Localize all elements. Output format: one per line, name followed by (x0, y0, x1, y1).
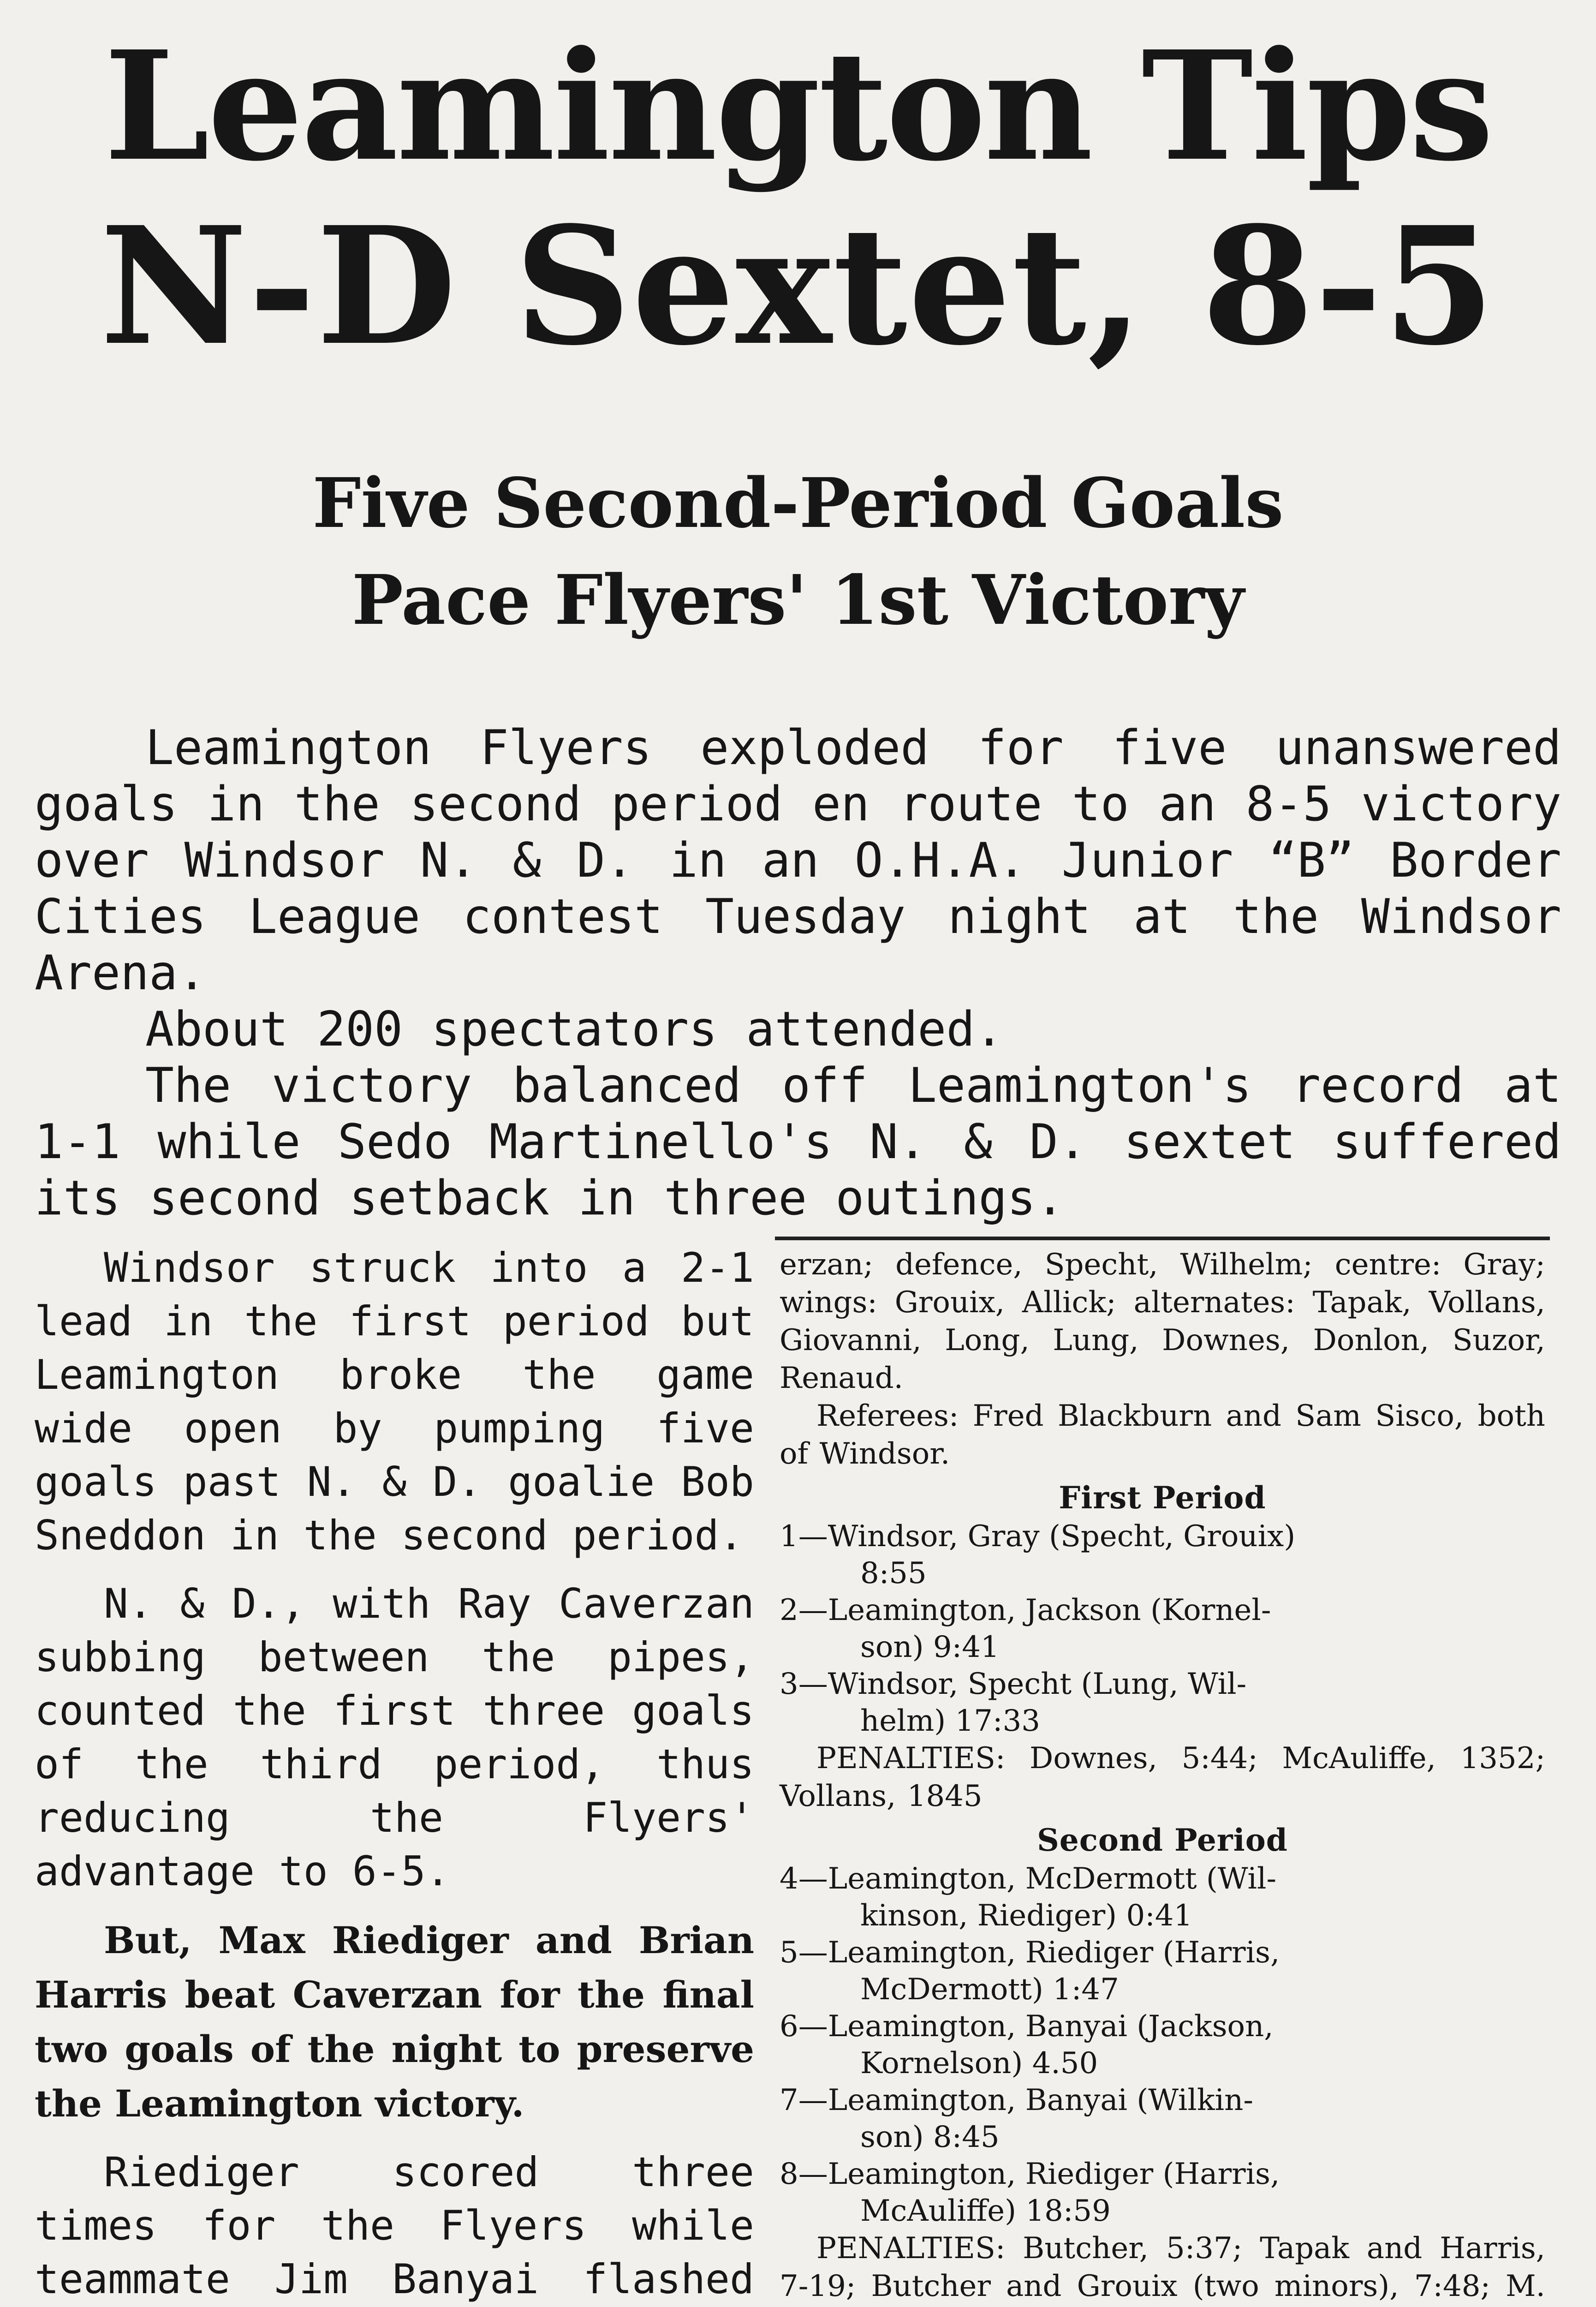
goal-line-cont: kinson, Riediger) 0:41 (860, 1899, 1193, 1933)
scoring-list (780, 1518, 1545, 1739)
goal-line: 2—Leamington, Jackson (Kornel- (780, 1593, 1271, 1627)
lead-paragraph: Leamington Flyers exploded for five unanswered goals in the second period en route to an 8-5 victory over Windsor N. & D. in an O.H.A. Junior “B” Border Cities League contest Tuesday night at the Windsor Arena. (35, 720, 1561, 1001)
story-paragraph: N. & D., with Ray Caverzan subbing between the pipes, counted the first three goals of the third period, thus reducing the Flyers' advantage to 6-5. (35, 1580, 754, 1895)
goal-line: 3—Windsor, Specht (Lung, Wil- (780, 1667, 1247, 1701)
column-rule (775, 1237, 1550, 1240)
goal-line: 5—Leamington, Riediger (Harris, (780, 1936, 1280, 1970)
referees-line: Referees: Fred Blackburn and Sam Sisco, both of Windsor. (780, 1399, 1545, 1471)
goal-line: 6—Leamington, Banyai (Jackson, (780, 2009, 1274, 2044)
lineup-windsor-cont: erzan; defence, Specht, Wilhelm; centre: Gray; wings: Grouix, Allick; alternates: Tapak, Vollans, Giovanni, Long, Lung, Downes, Donlon, Suzor, Renaud. (780, 1248, 1545, 1395)
story-paragraph: Windsor struck into a 2-1 lead in the first period but Leamington broke the game wide open by pumping five goals past N. & D. goalie Bob Sneddon in the second period. (35, 1244, 754, 1559)
goal-line: 1—Windsor, Gray (Specht, Grouix) (780, 1519, 1296, 1554)
goal-line-cont: 8:55 (860, 1556, 927, 1590)
period-heading: Second Period (1037, 1822, 1288, 1858)
lead-paragraph: The victory balanced off Leamington's record at 1-1 while Sedo Martinello's N. & D. sextet suffered its second setback in three outings. (35, 1058, 1561, 1226)
story-column (35, 1241, 754, 2307)
story-paragraph-bold: But, Max Riediger and Brian Harris beat Caverzan for the final two goals of the night to preserve the Leamington victory. (35, 1919, 754, 2125)
story-paragraph: Riediger scored three times for the Flyers while teammate Jim Banyai flashed (35, 2148, 754, 2303)
deck-line-1: Five Second-Period Goals (312, 463, 1284, 543)
goal-line-cont: son) 8:45 (860, 2120, 1000, 2154)
penalties-line: PENALTIES: Downes, 5:44; McAuliffe, 1352; Vollans, 1845 (780, 1741, 1545, 1813)
goal-line: 7—Leamington, Banyai (Wilkin- (780, 2083, 1253, 2117)
goal-line-cont: McDermott) 1:47 (860, 1972, 1119, 2007)
goal-line-cont: son) 9:41 (860, 1630, 1000, 1664)
scoring-list (780, 1860, 1545, 2229)
lead-paragraph: About 200 spectators attended. (145, 1002, 1004, 1057)
headline-line-2: N-D Sextet, 8-5 (100, 191, 1496, 381)
headline-line-1: Leamington Tips (104, 18, 1492, 194)
goal-line-cont: helm) 17:33 (860, 1704, 1040, 1738)
goal-line: 8—Leamington, Riediger (Harris, (780, 2157, 1280, 2191)
goal-line-cont: Kornelson) 4.50 (860, 2046, 1098, 2080)
goal-line: 4—Leamington, McDermott (Wil- (780, 1862, 1277, 1896)
game-summary-column (780, 1246, 1545, 2307)
penalties-line: PENALTIES: Butcher, 5:37; Tapak and Harris, 7-19; Butcher and Grouix (two minors), 7:48; M. (780, 2231, 1545, 2303)
deck-line-2: Pace Flyers' 1st Victory (351, 560, 1245, 640)
goal-line-cont: McAuliffe) 18:59 (860, 2194, 1111, 2228)
lead-paragraphs (35, 720, 1561, 1226)
period-heading: First Period (1059, 1480, 1266, 1516)
